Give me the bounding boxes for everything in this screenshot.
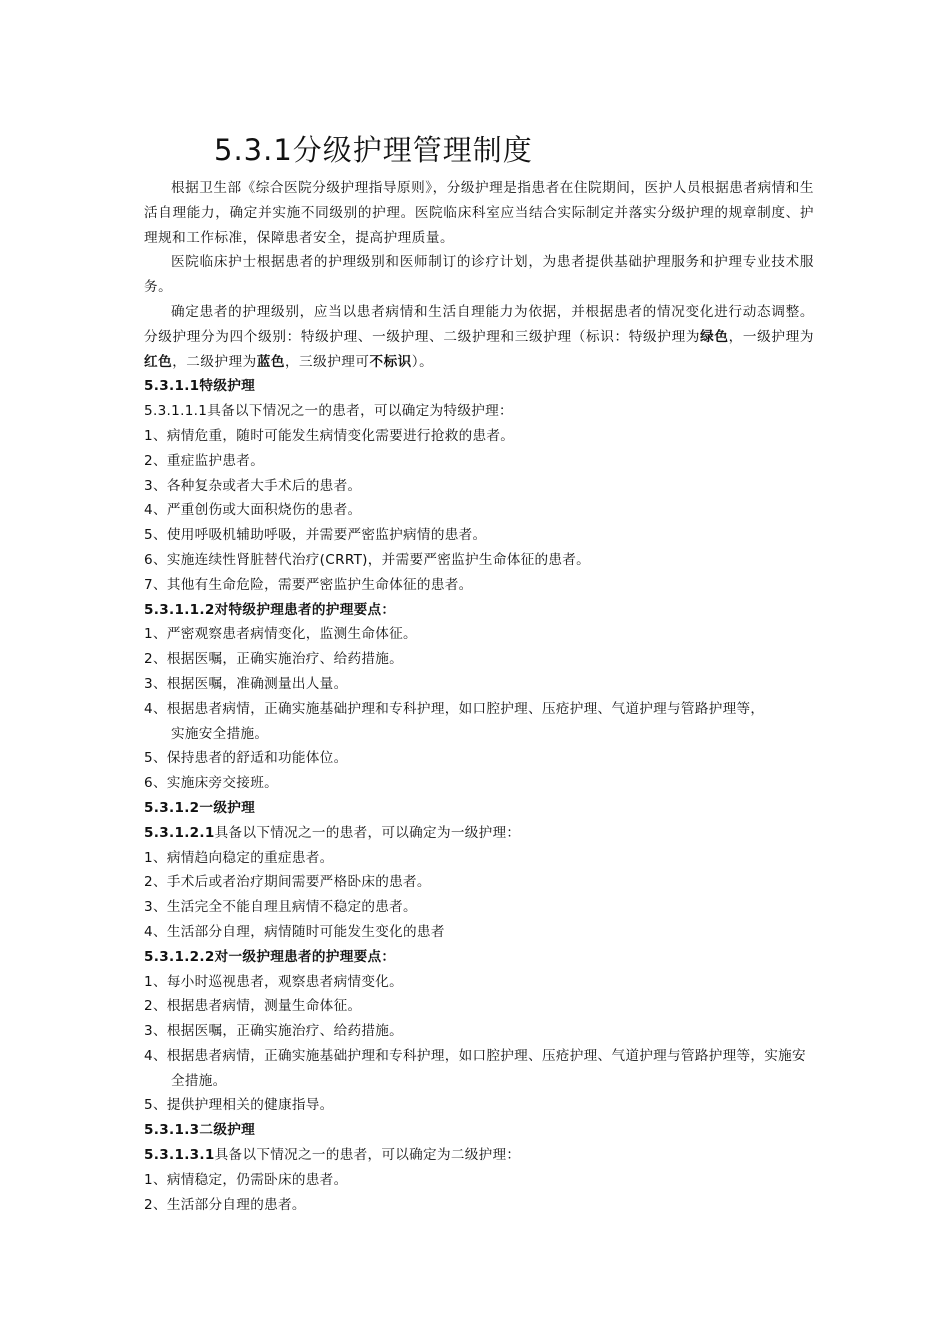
list-item: 6、实施连续性肾脏替代治疗(CRRT)，并需要严密监护生命体征的患者。 bbox=[144, 551, 591, 568]
label-red: 红色 bbox=[144, 353, 173, 370]
list-item: 1、病情稳定，仍需卧床的患者。 bbox=[144, 1171, 348, 1188]
intro-p3-text-e: ）。 bbox=[411, 353, 434, 370]
label-no-mark: 不标识 bbox=[369, 353, 412, 370]
subsection-heading-special-points: 5.3.1.1.2对特级护理患者的护理要点： bbox=[144, 601, 396, 618]
list-item: 2、根据医嘱，正确实施治疗、给药措施。 bbox=[144, 651, 404, 668]
subsection-text: 具备以下情况之一的患者，可以确定为一级护理： bbox=[214, 824, 521, 841]
list-item: 2、根据患者病情，测量生命体征。 bbox=[144, 998, 362, 1015]
subsection-second-level-criteria bbox=[144, 1143, 814, 1168]
list-item: 1、病情趋向稳定的重症患者。 bbox=[144, 849, 334, 866]
document-title: 5.3.1分级护理管理制度 bbox=[214, 133, 533, 167]
list-item: 4、根据患者病情，正确实施基础护理和专科护理，如口腔护理、压疮护理、气道护理与管路护理等，实施安全措施。 bbox=[144, 1047, 806, 1089]
section-heading-first-level-care: 5.3.1.2一级护理 bbox=[144, 799, 256, 816]
intro-p3-text-d: ，三级护理可 bbox=[284, 353, 370, 370]
list-item: 2、重症监护患者。 bbox=[144, 452, 265, 469]
subsection-text: 具备以下情况之一的患者，可以确定为特级护理： bbox=[207, 403, 513, 420]
list-item: 3、根据医嘱，准确测量出人量。 bbox=[144, 675, 348, 692]
label-green: 绿色 bbox=[700, 328, 729, 345]
section-heading-second-level-care: 5.3.1.3二级护理 bbox=[144, 1122, 256, 1139]
list-item: 4、严重创伤或大面积烧伤的患者。 bbox=[144, 502, 362, 519]
label-blue: 蓝色 bbox=[256, 353, 285, 370]
list-item: 1、严密观察患者病情变化，监测生命体征。 bbox=[144, 626, 417, 643]
list-item: 3、各种复杂或者大手术后的患者。 bbox=[144, 477, 362, 494]
intro-paragraph-1: 根据卫生部《综合医院分级护理指导原则》，分级护理是指患者在住院期间，医护人员根据患者病情和生活自理能力，确定并实施不同级别的护理。医院临床科室应当结合实际制定并落实分级护理的规章制度、护理规和工作标准，保障患者安全，提高护理质量。 bbox=[144, 180, 814, 246]
list-item: 2、手术后或者治疗期间需要严格卧床的患者。 bbox=[144, 874, 431, 891]
intro-p3-text-a: 确定患者的护理级别，应当以患者病情和生活自理能力为依据，并根据患者的情况变化进行动态调整。分级护理分为四个级别：特级护理、一级护理、二级护理和三级护理（标识：特级护理为 bbox=[144, 303, 814, 345]
intro-p3-text-c: ，二级护理为 bbox=[172, 353, 257, 370]
list-item: 5、保持患者的舒适和功能体位。 bbox=[144, 750, 348, 767]
subsection-heading-first-level-points: 5.3.1.2.2对一级护理患者的护理要点： bbox=[144, 948, 396, 965]
subsection-special-criteria bbox=[144, 399, 814, 424]
subsection-number: 5.3.1.2.1 bbox=[144, 824, 215, 841]
subsection-text: 具备以下情况之一的患者，可以确定为二级护理： bbox=[214, 1147, 521, 1164]
list-item: 7、其他有生命危险，需要严密监护生命体征的患者。 bbox=[144, 576, 473, 593]
list-item: 5、提供护理相关的健康指导。 bbox=[144, 1097, 334, 1114]
subsection-first-level-criteria bbox=[144, 821, 814, 846]
intro-p3-text-b: ，一级护理为 bbox=[728, 328, 815, 345]
list-item: 4、根据患者病情，正确实施基础护理和专科护理，如口腔护理、压疮护理、气道护理与管路护理等，实施安全措施。 bbox=[144, 700, 765, 742]
intro-paragraph-3 bbox=[144, 300, 814, 374]
list-item: 5、使用呼吸机辅助呼吸，并需要严密监护病情的患者。 bbox=[144, 527, 487, 544]
subsection-number: 5.3.1.3.1 bbox=[144, 1147, 215, 1164]
list-item: 3、生活完全不能自理且病情不稳定的患者。 bbox=[144, 899, 417, 916]
intro-paragraph-2: 医院临床护士根据患者的护理级别和医师制订的诊疗计划，为患者提供基础护理服务和护理专业技术服务。 bbox=[144, 254, 814, 296]
list-item: 1、每小时巡视患者，观察患者病情变化。 bbox=[144, 973, 404, 990]
list-item: 1、病情危重，随时可能发生病情变化需要进行抢救的患者。 bbox=[144, 427, 515, 444]
list-item: 6、实施床旁交接班。 bbox=[144, 775, 278, 792]
list-item: 3、根据医嘱，正确实施治疗、给药措施。 bbox=[144, 1023, 404, 1040]
section-heading-special-care: 5.3.1.1特级护理 bbox=[144, 378, 256, 395]
list-item: 2、生活部分自理的患者。 bbox=[144, 1196, 306, 1213]
document-body bbox=[144, 176, 814, 1217]
list-item: 4、生活部分自理，病情随时可能发生变化的患者 bbox=[144, 923, 445, 940]
subsection-number: 5.3.1.1.1 bbox=[144, 403, 208, 420]
